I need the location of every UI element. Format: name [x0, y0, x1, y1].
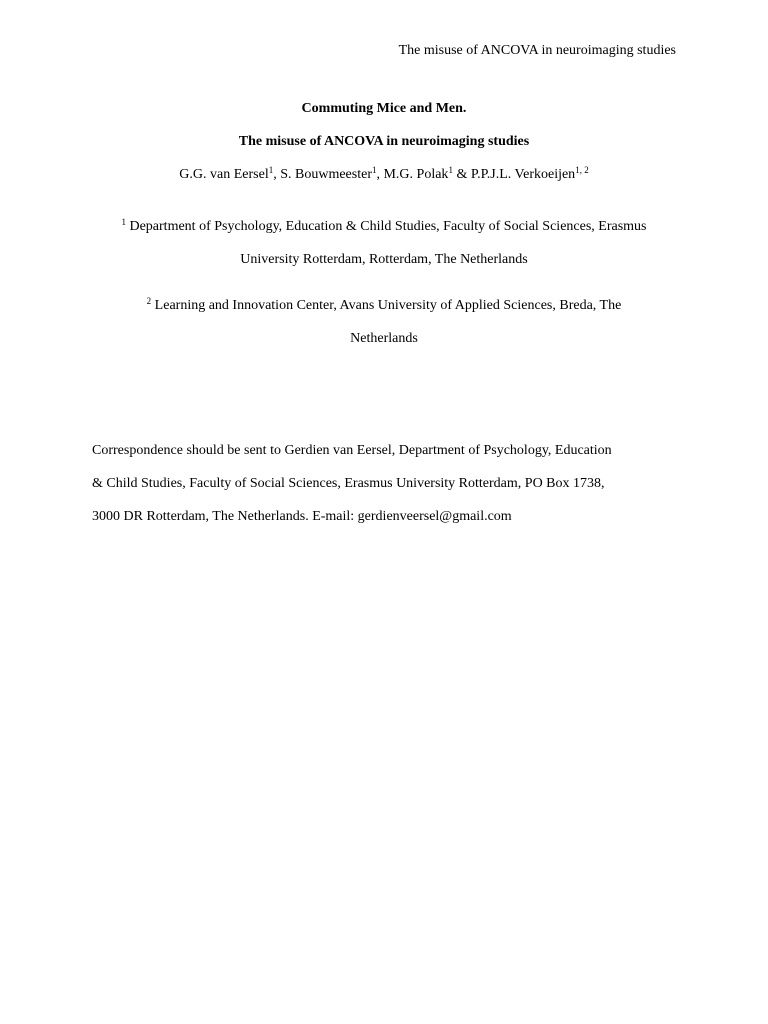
- author-affiliation-marker: 1, 2: [575, 165, 589, 175]
- author-separator: &: [452, 167, 471, 182]
- affiliation-2: [80, 289, 688, 355]
- author-affiliation-marker: 1: [268, 165, 274, 175]
- correspondence-line: & Child Studies, Faculty of Social Sciences, Erasmus University Rotterdam, PO Box 1738,: [92, 476, 605, 491]
- affiliation-marker: 2: [146, 296, 152, 306]
- correspondence-line: Correspondence should be sent to Gerdien van Eersel, Department of Psychology, Education: [92, 443, 612, 458]
- correspondence-note: [92, 434, 692, 533]
- affiliation-text: Learning and Innovation Center, Avans University of Applied Sciences, Breda, The: [154, 298, 622, 313]
- paper-subtitle: The misuse of ANCOVA in neuroimaging studies: [238, 134, 530, 149]
- affiliation-1: [80, 210, 688, 276]
- affiliation-marker: 1: [121, 217, 126, 227]
- affiliation-text: Department of Psychology, Education & Child Studies, Faculty of Social Sciences, Erasmus: [129, 219, 647, 234]
- author-name: P.P.J.L. Verkoeijen: [470, 167, 576, 182]
- affiliation-line: Netherlands: [350, 331, 418, 346]
- author-affiliation-marker: 1: [371, 165, 377, 175]
- author-separator: ,: [273, 167, 281, 182]
- paper-title: Commuting Mice and Men.: [301, 101, 467, 116]
- author-name: G.G. van Eersel: [179, 167, 269, 182]
- affiliation-line: University Rotterdam, Rotterdam, The Netherlands: [240, 252, 528, 267]
- author-list: [0, 166, 768, 184]
- affiliation-line: [80, 289, 688, 322]
- author-name: M.G. Polak: [383, 167, 449, 182]
- affiliation-line: [80, 210, 688, 243]
- author-affiliation-marker: 1: [448, 165, 453, 175]
- author-name: S. Bouwmeester: [280, 167, 372, 182]
- author-separator: ,: [376, 167, 384, 182]
- correspondence-line: 3000 DR Rotterdam, The Netherlands. E-mail: gerdienveersel@gmail.com: [92, 509, 512, 524]
- running-head: The misuse of ANCOVA in neuroimaging studies: [398, 43, 676, 58]
